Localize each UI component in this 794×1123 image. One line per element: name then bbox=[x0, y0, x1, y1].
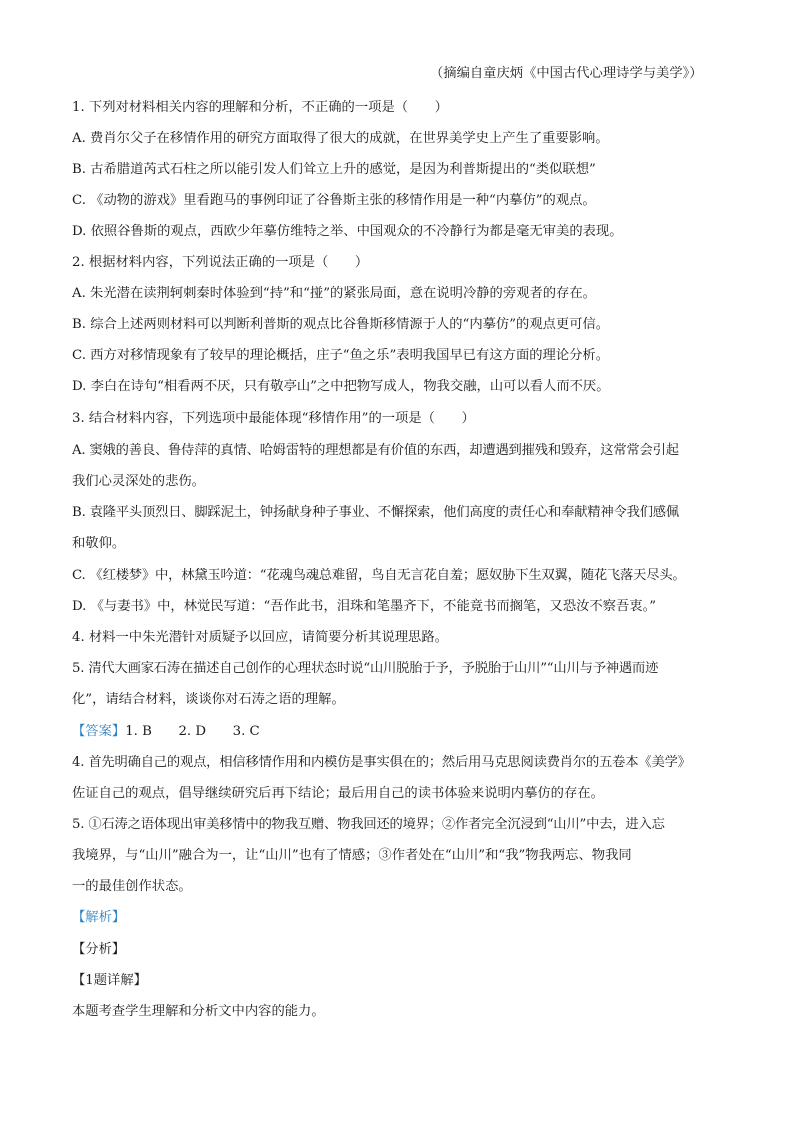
question-5-stem: 5. 清代大画家石涛在描述自己创作的心理状态时说“山川脱胎于予，予脱胎于山川”“山川与予神遇而迹 bbox=[72, 661, 659, 676]
fenxi-label: 【分析】 bbox=[72, 942, 126, 957]
detail-text: 本题考查学生理解和分析文中内容的能力。 bbox=[72, 1004, 325, 1019]
question-2-option-b: B. 综合上述两则材料可以判断利普斯的观点比谷鲁斯移情源于人的“内摹仿”的观点更可信。 bbox=[72, 317, 610, 332]
answer-4-line-1: 4. 首先明确自己的观点，相信移情作用和内模仿是事实俱在的；然后用马克思阅读费肖尔的五卷本《美学》 bbox=[72, 755, 691, 770]
question-3-option-a: A. 窦娥的善良、鲁侍萍的真情、哈姆雷特的理想都是有价值的东西，却遭遇到摧残和毁弃，这常常会引起 bbox=[72, 443, 679, 458]
question-1-stem: 1. 下列对材料相关内容的理解和分析，不正确的一项是（ ） bbox=[72, 100, 448, 115]
answer-text: 1. B 2. D 3. C bbox=[125, 724, 260, 739]
question-3-option-b-cont: 和敬仰。 bbox=[72, 536, 126, 551]
answer-5-line-1: 5. ①石涛之语体现出审美移情中的物我互赠、物我回还的境界；②作者完全沉浸到“山川”中去，进入忘 bbox=[72, 817, 665, 832]
question-3-option-d: D. 《与妻书》中，林觉民写道：“吾作此书，泪珠和笔墨齐下，不能竟书而搁笔，又恐汝不察吾衷。” bbox=[72, 599, 657, 614]
question-2-option-c: C. 西方对移情现象有了较早的理论概括，庄子“鱼之乐”表明我国早已有这方面的理论分析。 bbox=[72, 348, 610, 363]
question-3-option-c: C. 《红楼梦》中，林黛玉吟道：“花魂鸟魂总难留，鸟自无言花自羞；愿奴胁下生双翼，随花飞落天尽头。 bbox=[72, 568, 686, 583]
question-3-option-a-cont: 我们心灵深处的悲伤。 bbox=[72, 474, 205, 489]
question-5-stem-cont: 化”，请结合材料，谈谈你对石涛之语的理解。 bbox=[72, 692, 345, 707]
question-4-stem: 4. 材料一中朱光潜针对质疑予以回应，请简要分析其说理思路。 bbox=[72, 630, 448, 645]
answer-row bbox=[72, 722, 727, 742]
question-1-option-d: D. 依照谷鲁斯的观点，西欧少年摹仿维特之举、中国观众的不冷静行为都是毫无审美的表现。 bbox=[72, 224, 623, 239]
question-3-option-b: B. 袁隆平头顶烈日、脚踩泥土，钟扬献身种子事业、不懈探索，他们高度的责任心和奉献精神令我们感佩 bbox=[72, 505, 679, 520]
question-2-option-a: A. 朱光潜在读荆轲刺秦时体验到“持”和“掽”的紧张局面，意在说明冷静的旁观者的存在。 bbox=[72, 286, 596, 301]
detail-label: 【1题详解】 bbox=[72, 973, 147, 988]
question-2-stem: 2. 根据材料内容，下列说法正确的一项是（ ） bbox=[72, 255, 369, 270]
answer-5-line-2: 我境界，与“山川”融合为一，让“山川”也有了情感；③作者处在“山川”和“我”物我两忘、物我同 bbox=[72, 848, 632, 863]
question-2-option-d: D. 李白在诗句“相看两不厌，只有敬亭山”之中把物写成人，物我交融，山可以看人而不厌。 bbox=[72, 379, 610, 394]
question-3-stem: 3. 结合材料内容，下列选项中最能体现“移情作用”的一项是（ ） bbox=[72, 411, 475, 426]
answer-5-line-3: 一的最佳创作状态。 bbox=[72, 879, 192, 894]
question-1-option-c: C. 《动物的游戏》里看跑马的事例印证了谷鲁斯主张的移情作用是一种“内摹仿”的观点。 bbox=[72, 193, 596, 208]
question-1-option-a: A. 费肖尔父子在移情作用的研究方面取得了很大的成就，在世界美学史上产生了重要影响。 bbox=[72, 131, 609, 146]
source-citation: （摘编自童庆炳《中国古代心理诗学与美学》） bbox=[430, 66, 703, 81]
question-1-option-b: B. 古希腊道芮式石柱之所以能引发人们耸立上升的感觉，是因为利普斯提出的“类似联想” bbox=[72, 162, 596, 177]
answer-label: 【答案】 bbox=[72, 724, 126, 739]
analysis-label: 【解析】 bbox=[72, 910, 126, 925]
answer-4-line-2: 佐证自己的观点，倡导继续研究后再下结论；最后用自己的读书体验来说明内摹仿的存在。 bbox=[72, 786, 604, 801]
